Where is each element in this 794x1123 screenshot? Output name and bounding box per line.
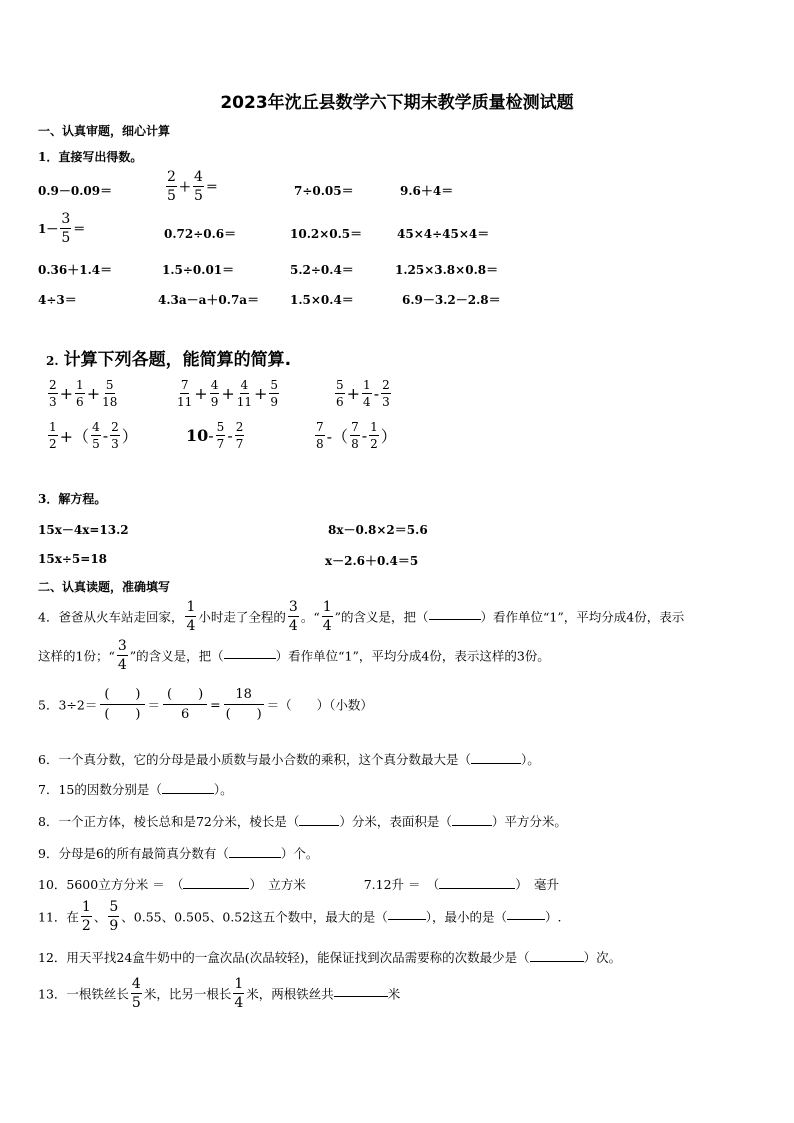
page-title: 2023年沈丘县数学六下期末教学质量检测试题 (220, 93, 574, 113)
q1-item: 0.36＋1.4＝ (38, 263, 113, 277)
answer-blank[interactable] (429, 619, 481, 620)
q1-item: 1.5×0.4＝ (290, 293, 354, 307)
question-13: 13．一根铁丝长 $\frac{4}{5}$ 米，比另一根长 $\frac{1}{4}$ 米，两根铁丝共 米 (38, 976, 401, 1011)
question-4-line-1: 4．爸爸从火车站走回家， $\frac{1}{4}$ 小时走了全程的 $\frac{3}{4}$ 。“ $\frac{1}{4}$ ”的含义是，把（ ）看作单位“1”，平均分成4份，表示 (38, 599, 685, 634)
q1-item: 5.2÷0.4＝ (290, 263, 354, 277)
q1-item: 45×4÷45×4＝ (397, 227, 490, 241)
q3-equation: 15x÷5=18 (38, 552, 108, 566)
question-4-line-2: 这样的1份；“ $\frac{3}{4}$ ”的含义是，把（ ）看作单位“1”，平均分成4份，表示这样的3份。 (38, 638, 550, 673)
q1-item: 1.5÷0.01＝ (162, 263, 235, 277)
answer-blank[interactable] (334, 996, 388, 997)
q1-item: 4.3a－a＋0.7a＝ (158, 293, 260, 307)
q3-equation: x－2.6＋0.4＝5 (325, 554, 419, 568)
q1-item: 10.2×0.5＝ (290, 227, 363, 241)
question-6: 6．一个真分数，它的分母是最小质数与最小合数的乘积，这个真分数最大是（ ）。 (38, 752, 540, 767)
answer-blank[interactable] (452, 825, 492, 826)
fraction: $\frac{2}{5}$ (167, 169, 176, 204)
question-7: 7．15的因数分别是（ ）。 (38, 782, 233, 797)
q2-item-f: $\frac{7}{8}$ -（ $\frac{7}{8}$ - $\frac{1}{2}$ ） (316, 420, 397, 451)
answer-blank[interactable] (162, 793, 214, 794)
q1-item: 6.9－3.2－2.8＝ (402, 293, 501, 307)
question-3: 3．解方程。 (38, 492, 107, 506)
q3-equation: 15x－4x=13.2 (38, 523, 129, 537)
fraction: $\frac{3}{5}$ (61, 211, 71, 246)
answer-blank[interactable] (183, 888, 249, 889)
q1-item: 4÷3＝ (38, 293, 77, 307)
blank-fraction: ( ) ( ) (100, 688, 144, 721)
blank-fraction: ( ) 6 (163, 688, 207, 721)
q1-item: 7÷0.05＝ (294, 184, 354, 198)
q2-item-c: $\frac{5}{6}$ + $\frac{1}{4}$ - $\frac{2}{3}$ (336, 378, 390, 409)
question-1: 1．直接写出得数。 (38, 150, 143, 164)
q3-equation: 8x－0.8×2＝5.6 (328, 523, 428, 537)
q1-item: 1.25×3.8×0.8＝ (395, 263, 499, 277)
question-12: 12．用天平找24盒牛奶中的一盒次品(次品较轻)，能保证找到次品需要称的次数最少是（ ）次。 (38, 950, 622, 965)
q2-item-b: $\frac{7}{11}$ + $\frac{4}{9}$ + $\frac{4}{11}$ + $\frac{5}{9}$ (177, 378, 279, 409)
answer-blank[interactable] (299, 825, 339, 826)
q2-item-a: $\frac{2}{3}$ + $\frac{1}{6}$ + $\frac{5}{18}$ (49, 378, 118, 409)
q1-item: 0.9－0.09＝ (38, 184, 113, 198)
blank-fraction: 18 ( ) (225, 687, 262, 722)
answer-blank[interactable] (530, 961, 584, 962)
q2-item-e: 10- $\frac{5}{7}$ - $\frac{2}{7}$ (186, 420, 244, 451)
q2-item-d: $\frac{1}{2}$ +（ $\frac{4}{5}$ - $\frac{2}{3}$ ） (49, 420, 138, 451)
section-2-heading: 二、认真读题，准确填写 (38, 580, 171, 594)
question-9: 9．分母是6的所有最简真分数有（ ）个。 (38, 846, 319, 861)
question-10: 10．5600立方分米 ＝ （ ） 立方米 7.12升 ＝ （ ） 毫升 (38, 877, 560, 892)
q1-item: 9.6＋4＝ (400, 184, 454, 198)
q1-item-one-minus-fraction: 1－ $\frac{3}{5}$ ＝ (38, 211, 86, 246)
question-2: 2. 计算下列各题，能简算的简算. (46, 350, 292, 370)
q1-item: 0.72÷0.6＝ (164, 227, 237, 241)
q1-item-fraction-sum: $\frac{2}{5}$ ＋ $\frac{4}{5}$ ＝ (167, 169, 218, 204)
question-5: 5．3÷2＝ ( ) ( ) ＝ ( ) 6 = 18 ( ) ＝（ ）（小数） (38, 687, 373, 722)
answer-blank[interactable] (388, 919, 426, 920)
fraction: $\frac{4}{5}$ (193, 169, 203, 204)
section-1-heading: 一、认真审题，细心计算 (38, 124, 171, 138)
question-11: 11．在 $\frac{1}{2}$ 、 $\frac{5}{9}$ 、0.55、0.505、0.52这五个数中，最大的是（ ），最小的是（ ）. (38, 899, 562, 934)
answer-blank[interactable] (224, 658, 276, 659)
question-8: 8．一个正方体，棱长总和是72分米，棱长是（ ）分米，表面积是（ ）平方分米。 (38, 814, 567, 829)
answer-blank[interactable] (471, 763, 521, 764)
answer-blank[interactable] (229, 857, 281, 858)
answer-blank[interactable] (507, 919, 545, 920)
answer-blank[interactable] (439, 888, 515, 889)
